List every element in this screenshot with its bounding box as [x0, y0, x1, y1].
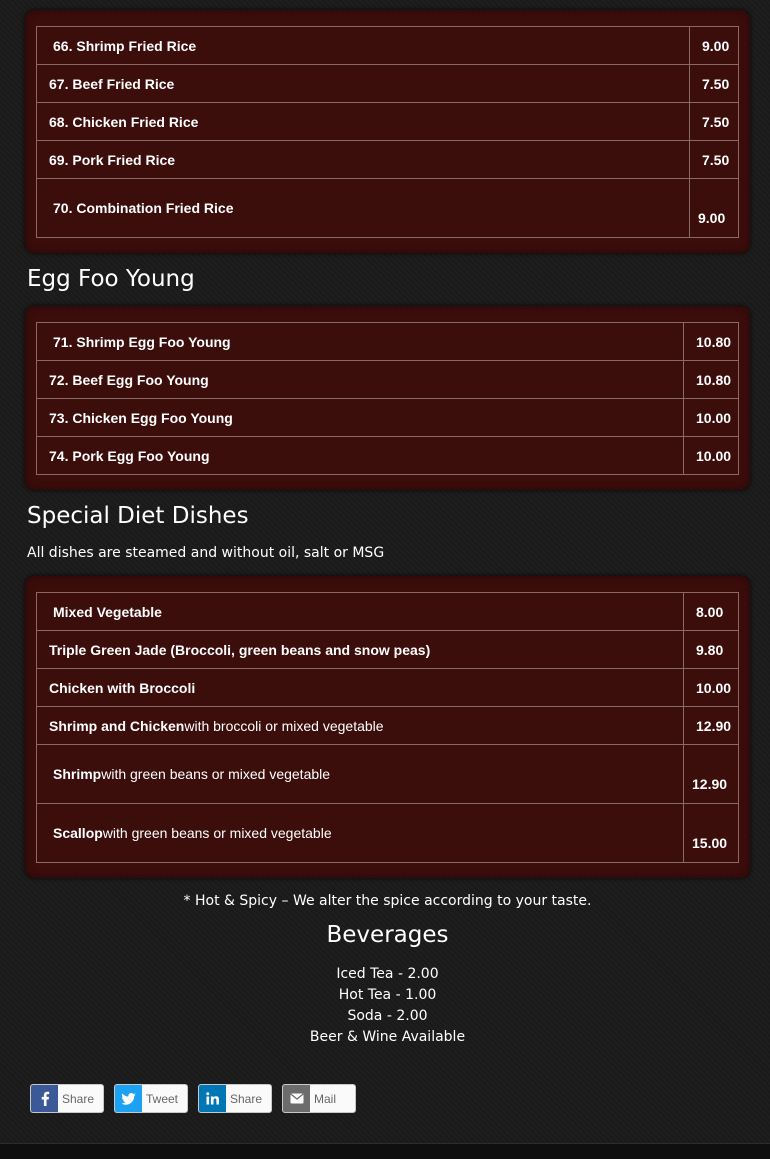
table-row: [37, 631, 739, 669]
item-title: Mixed Vegetable: [53, 603, 162, 620]
item-price: 7.50: [690, 141, 739, 179]
egg-foo-young-panel: [25, 306, 750, 490]
item-title: Chicken with Broccoli: [49, 679, 196, 696]
item-price: 7.50: [690, 65, 739, 103]
item-price: 8.00: [684, 593, 739, 631]
item-price: 10.00: [684, 669, 739, 707]
item-description: with green beans or mixed vegetable: [102, 825, 332, 841]
table-row: [37, 707, 739, 745]
list-item: Iced Tea - 2.00: [336, 966, 439, 982]
mail-icon: [283, 1085, 310, 1112]
fried-rice-panel: [25, 10, 750, 253]
item-title: Triple Green Jade (Broccoli, green beans and snow peas): [49, 641, 431, 658]
special-diet-panel: [25, 576, 750, 878]
item-name: [37, 631, 684, 669]
item-name: 72. Beef Egg Foo Young: [37, 361, 684, 399]
table-row: [37, 179, 739, 238]
facebook-share-button[interactable]: [30, 1084, 104, 1113]
item-name: 69. Pork Fried Rice: [37, 141, 690, 179]
item-name: [37, 593, 684, 631]
item-name: 74. Pork Egg Foo Young: [37, 437, 684, 475]
item-name: 68. Chicken Fried Rice: [37, 103, 690, 141]
item-price: 7.50: [690, 103, 739, 141]
item-price: 10.80: [684, 361, 739, 399]
item-price: 15.00: [684, 804, 739, 863]
item-price: 12.90: [684, 745, 739, 804]
item-price: 12.90: [684, 707, 739, 745]
beverages-list: [0, 964, 770, 1048]
item-name: [37, 745, 684, 804]
table-row: [37, 669, 739, 707]
table-row: [37, 593, 739, 631]
item-name: [37, 804, 684, 863]
item-title: Shrimp: [53, 766, 102, 782]
item-title: Shrimp and Chicken: [49, 717, 185, 734]
egg-foo-young-table: [36, 322, 739, 475]
item-name: 66. Shrimp Fried Rice: [37, 27, 690, 65]
list-item: Soda - 2.00: [347, 1008, 428, 1024]
item-name: [37, 669, 684, 707]
item-name: 70. Combination Fried Rice: [37, 179, 690, 238]
item-description: with broccoli or mixed vegetable: [184, 717, 384, 734]
facebook-icon: [31, 1085, 58, 1112]
section-title-egg-foo-young: Egg Foo Young: [27, 266, 195, 292]
mail-share-button[interactable]: [282, 1084, 356, 1113]
item-price: 10.00: [684, 399, 739, 437]
fried-rice-table: [36, 26, 739, 238]
twitter-share-label: Tweet: [146, 1092, 179, 1106]
table-row: [37, 437, 739, 475]
table-row: [37, 745, 739, 804]
item-description: with green beans or mixed vegetable: [101, 766, 331, 782]
list-item: Hot Tea - 1.00: [338, 987, 437, 1003]
item-price: 10.80: [684, 323, 739, 361]
twitter-share-button[interactable]: [114, 1084, 188, 1113]
table-row: [37, 361, 739, 399]
special-diet-note: All dishes are steamed and without oil, salt or MSG: [27, 545, 385, 561]
item-title: Scallop: [53, 825, 103, 841]
table-row: [37, 103, 739, 141]
section-title-special-diet: Special Diet Dishes: [27, 503, 249, 529]
item-name: 71. Shrimp Egg Foo Young: [37, 323, 684, 361]
item-name: [37, 707, 684, 745]
twitter-icon: [115, 1085, 142, 1112]
item-price: 10.00: [684, 437, 739, 475]
section-title-beverages: Beverages: [326, 922, 449, 948]
facebook-share-label: Share: [62, 1092, 95, 1106]
table-row: [37, 323, 739, 361]
spice-footnote: * Hot & Spicy – We alter the spice according to your taste.: [183, 893, 592, 909]
item-price: 9.00: [690, 179, 739, 238]
linkedin-share-label: Share: [230, 1092, 263, 1106]
mail-share-label: Mail: [314, 1092, 337, 1106]
table-row: [37, 141, 739, 179]
list-item: Beer & Wine Available: [309, 1029, 466, 1045]
item-name: 73. Chicken Egg Foo Young: [37, 399, 684, 437]
special-diet-table: [36, 592, 739, 863]
item-name: 67. Beef Fried Rice: [37, 65, 690, 103]
table-row: [37, 399, 739, 437]
linkedin-share-button[interactable]: [198, 1084, 272, 1113]
item-price: 9.80: [684, 631, 739, 669]
footer-bar: [0, 1143, 770, 1159]
linkedin-icon: [199, 1085, 226, 1112]
table-row: [37, 27, 739, 65]
table-row: [37, 804, 739, 863]
item-price: 9.00: [690, 27, 739, 65]
table-row: [37, 65, 739, 103]
